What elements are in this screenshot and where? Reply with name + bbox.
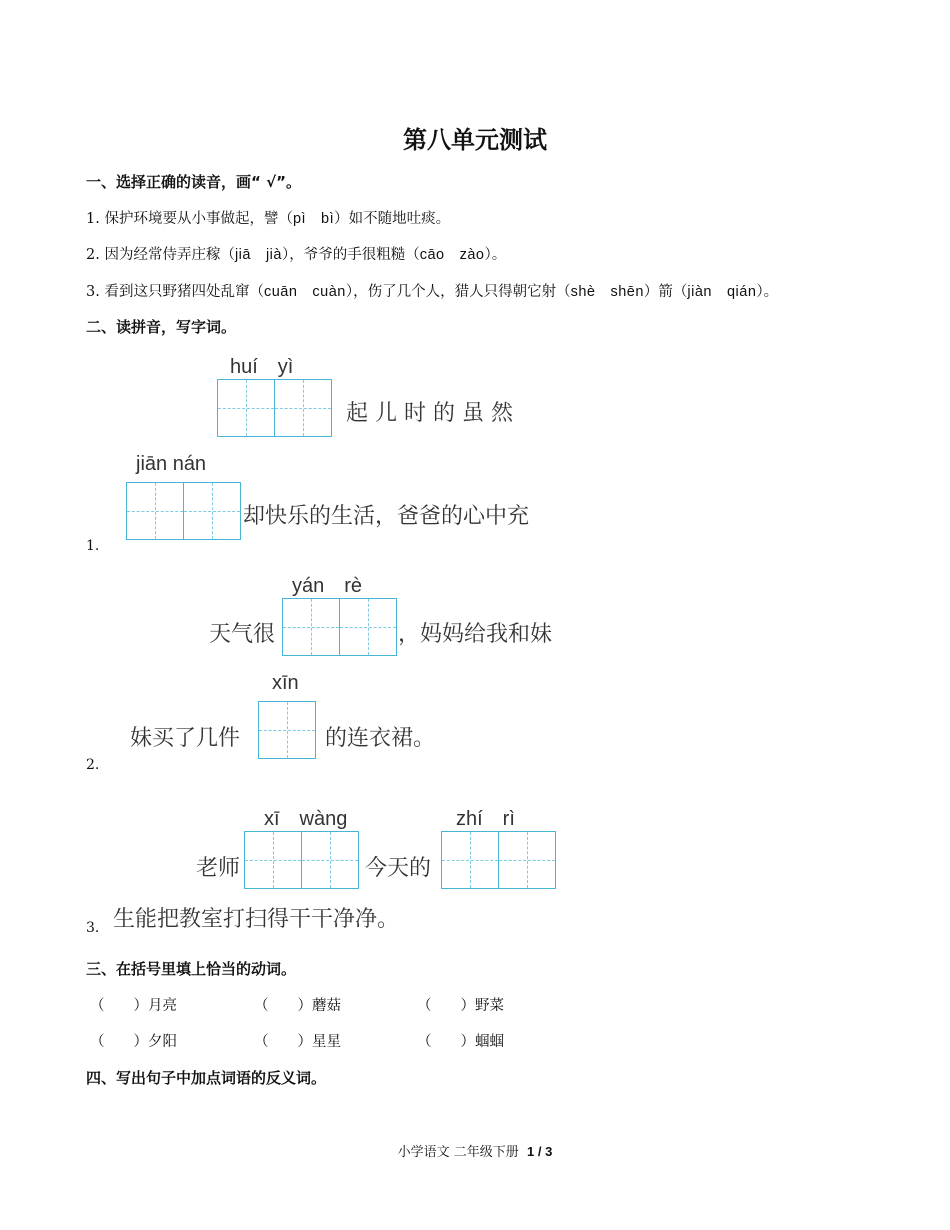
fill-blank-item[interactable]: （ ）夕阳 — [90, 1034, 177, 1050]
sentence-fragment: 妹买了几件 — [130, 726, 241, 751]
writing-grid[interactable] — [282, 598, 397, 656]
pinyin-label: huí yì — [230, 356, 294, 378]
sentence-fragment: 却快乐的生活，爸爸的心中充 — [243, 504, 530, 529]
writing-grid[interactable] — [441, 831, 556, 889]
pinyin-options: cāo zào — [419, 247, 485, 263]
question-1-2: 2. 因为经常侍弄庄稼（jiā jià），爷爷的手很粗糙（cāo zào）。 — [86, 247, 507, 263]
grid-cell[interactable] — [218, 380, 274, 436]
sentence-fragment: 的连衣裙。 — [325, 726, 436, 751]
fill-blank-item[interactable]: （ ）野菜 — [417, 998, 504, 1014]
sentence-fragment: ，妈妈给我和妹 — [398, 622, 553, 647]
page-number: 1 / 3 — [527, 1144, 553, 1159]
section-2-heading: 二、读拼音，写字词。 — [86, 318, 237, 336]
sentence-fragment: 今天的 — [365, 856, 432, 881]
grid-cell[interactable] — [245, 832, 301, 888]
pinyin-options: jiā jià — [234, 247, 282, 263]
grid-cell[interactable] — [442, 832, 498, 888]
section-4-heading: 四、写出句子中加点词语的反义词。 — [86, 1069, 327, 1087]
pinyin-options: pì bì — [292, 211, 335, 227]
footer-text: 小学语文 二年级下册 — [397, 1145, 519, 1160]
grid-cell[interactable] — [339, 599, 396, 655]
fill-blank-item[interactable]: （ ）月亮 — [90, 998, 177, 1014]
question-number: 2. — [86, 757, 100, 773]
question-number: 3. — [86, 920, 100, 936]
grid-cell[interactable] — [183, 483, 240, 539]
fill-blank-item[interactable]: （ ）星星 — [254, 1034, 341, 1050]
sentence-fragment: 天气很 — [209, 622, 276, 647]
section-1-heading: 一、选择正确的读音，画“ √”。 — [86, 173, 301, 191]
sentence-fragment: 老师 — [196, 856, 241, 881]
grid-cell[interactable] — [283, 599, 339, 655]
grid-cell[interactable] — [301, 832, 358, 888]
grid-cell[interactable] — [498, 832, 555, 888]
pinyin-options: shè shēn — [570, 284, 644, 300]
fill-blank-item[interactable]: （ ）蘑菇 — [254, 998, 341, 1014]
question-number: 1. — [86, 538, 100, 554]
pinyin-label: xī wàng — [264, 808, 348, 830]
pinyin-options: cuān cuàn — [263, 284, 346, 300]
question-1-3: 3. 看到这只野猪四处乱窜（cuān cuàn），伤了几个人，猎人只得朝它射（shè shēn）箭（jiàn qián）。 — [86, 284, 779, 300]
pinyin-label: zhí rì — [456, 808, 515, 830]
grid-cell[interactable] — [127, 483, 183, 539]
grid-cell[interactable] — [274, 380, 331, 436]
writing-grid[interactable] — [244, 831, 359, 889]
writing-grid[interactable] — [258, 701, 316, 759]
section-3-heading: 三、在括号里填上恰当的动词。 — [86, 960, 297, 978]
sentence-fragment: 起 儿 时 的 虽 然 — [346, 401, 513, 426]
writing-grid[interactable] — [126, 482, 241, 540]
writing-grid[interactable] — [217, 379, 332, 437]
pinyin-label: jiān nán — [136, 453, 207, 475]
sentence-fragment: 生能把教室打扫得干干净净。 — [113, 907, 400, 932]
fill-blank-item[interactable]: （ ）蝈蝈 — [417, 1034, 504, 1050]
page-footer — [0, 1141, 950, 1160]
pinyin-label: xīn — [272, 672, 299, 694]
page-title: 第八单元测试 — [403, 126, 547, 154]
grid-cell[interactable] — [259, 702, 315, 758]
question-1-1: 1. 保护环境要从小事做起，譬（pì bì）如不随地吐痰。 — [86, 211, 451, 227]
pinyin-label: yán rè — [292, 575, 363, 597]
pinyin-options: jiàn qián — [687, 284, 757, 300]
